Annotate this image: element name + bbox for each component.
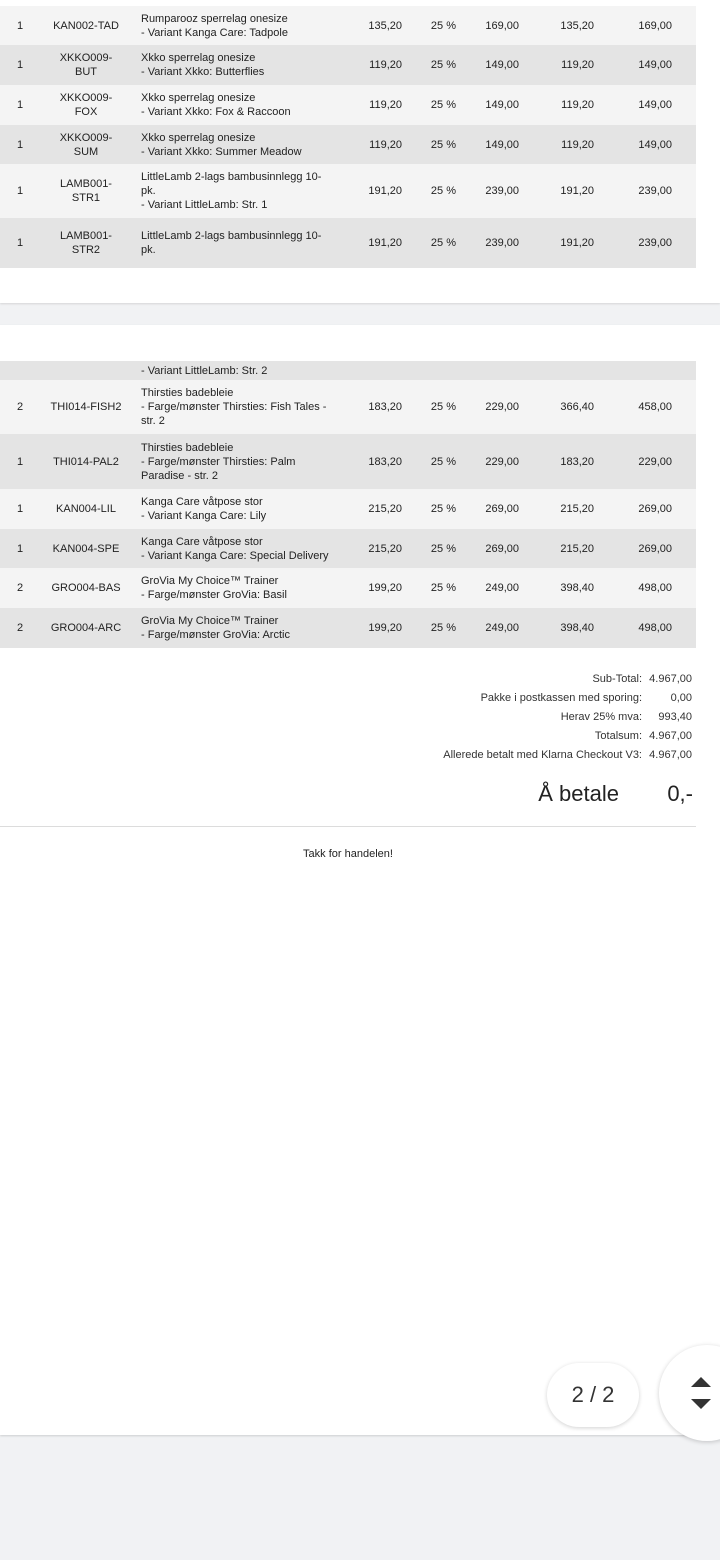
item-vat: 25 % (430, 503, 456, 515)
item-quantity: 2 (16, 401, 24, 413)
amount-due (0, 773, 696, 813)
item-unit-price-incl: 239,00 (485, 185, 519, 197)
page-indicator: 2 / 2 (547, 1363, 639, 1427)
item-description: GroVia My Choice™ Trainer - Farge/mønster GroVia: Basil (141, 575, 287, 601)
item-unit-price-incl: 269,00 (485, 503, 519, 515)
item-description: Kanga Care våtpose stor - Variant Kanga Care: Lily (141, 496, 267, 522)
totals-value: 0,00 (670, 691, 692, 704)
item-unit-price-incl: 229,00 (485, 401, 519, 413)
item-vat: 25 % (430, 622, 456, 634)
table-row (0, 529, 696, 568)
table-row (0, 489, 696, 529)
item-total-incl: 229,00 (638, 455, 672, 468)
item-vat: 25 % (430, 19, 456, 32)
totals-block (443, 669, 692, 764)
item-unit-price-incl: 249,00 (485, 622, 519, 634)
item-total: 215,20 (560, 503, 594, 515)
item-unit-price: 135,20 (368, 19, 402, 32)
item-quantity: 1 (16, 99, 24, 111)
table-row (0, 6, 696, 45)
item-sku: THI014-PAL2 (53, 455, 119, 468)
item-sku: GRO004-ARC (50, 622, 122, 634)
table-row-continuation (0, 361, 696, 380)
item-quantity: 1 (16, 59, 24, 71)
totals-label: Allerede betalt med Klarna Checkout V3: (443, 748, 642, 761)
amount-due-label: Å betale (538, 781, 619, 806)
item-sku: LAMB001- STR1 (60, 178, 112, 204)
item-vat: 25 % (430, 185, 456, 197)
thanks-message: Takk for handelen! (303, 848, 393, 860)
item-total: 191,20 (560, 237, 594, 249)
item-sku: LAMB001- STR2 (60, 230, 112, 256)
table-row (0, 85, 696, 125)
item-sku: KAN002-TAD (53, 19, 119, 32)
item-total: 119,20 (561, 59, 594, 71)
item-total-incl: 149,00 (638, 99, 672, 111)
item-total-incl: 239,00 (638, 185, 672, 197)
totals-value: 993,40 (658, 710, 692, 723)
item-total: 183,20 (560, 455, 594, 468)
table-row (0, 164, 696, 218)
item-quantity: 2 (16, 622, 24, 634)
totals-label: Sub-Total: (592, 672, 642, 685)
item-quantity: 2 (16, 582, 24, 594)
item-description: Xkko sperrelag onesize - Variant Xkko: Fox & Raccoon (141, 92, 291, 118)
item-unit-price: 183,20 (368, 401, 402, 413)
table-row (0, 380, 696, 434)
item-unit-price: 191,20 (368, 237, 402, 249)
item-total: 366,40 (560, 401, 594, 413)
item-quantity: 1 (16, 237, 24, 249)
item-total: 119,20 (561, 99, 594, 111)
item-total-incl: 149,00 (638, 138, 672, 151)
item-description: - Variant LittleLamb: Str. 2 (141, 364, 268, 377)
item-vat: 25 % (430, 542, 456, 555)
item-unit-price: 183,20 (368, 455, 402, 468)
document-page-2 (0, 325, 720, 1435)
item-unit-price: 215,20 (368, 542, 402, 555)
item-unit-price-incl: 239,00 (485, 237, 519, 249)
item-vat: 25 % (430, 401, 456, 413)
item-total-incl: 498,00 (638, 622, 672, 634)
item-unit-price-incl: 249,00 (485, 582, 519, 594)
totals-value: 4.967,00 (649, 748, 692, 761)
item-description: Kanga Care våtpose stor - Variant Kanga Care: Special Delivery (141, 535, 329, 562)
item-quantity: 1 (16, 185, 24, 197)
item-vat: 25 % (430, 138, 456, 151)
item-total-incl: 269,00 (638, 542, 672, 555)
item-unit-price-incl: 149,00 (485, 59, 519, 71)
item-sku: KAN004-SPE (52, 542, 120, 555)
item-unit-price: 119,20 (369, 99, 402, 111)
item-unit-price: 199,20 (368, 622, 402, 634)
item-quantity: 1 (16, 138, 24, 151)
item-unit-price: 119,20 (369, 59, 402, 71)
item-vat: 25 % (430, 237, 456, 249)
item-sku: XKKO009-BUT (59, 52, 113, 78)
totals-value: 4.967,00 (649, 672, 692, 685)
item-unit-price: 215,20 (368, 503, 402, 515)
item-unit-price: 199,20 (368, 582, 402, 594)
divider (0, 826, 696, 827)
item-unit-price-incl: 169,00 (485, 19, 519, 32)
table-row (0, 568, 696, 608)
item-total: 215,20 (560, 542, 594, 555)
item-total-incl: 239,00 (638, 237, 672, 249)
table-row (0, 45, 696, 85)
item-total-incl: 458,00 (638, 401, 672, 413)
totals-label: Herav 25% mva: (560, 710, 642, 723)
item-description: Xkko sperrelag onesize - Variant Xkko: Summer Meadow (141, 131, 302, 158)
item-unit-price-incl: 269,00 (485, 542, 519, 555)
item-vat: 25 % (430, 59, 456, 71)
item-sku: XKKO009-FOX (59, 92, 113, 118)
item-total-incl: 269,00 (638, 503, 672, 515)
item-sku: THI014-FISH2 (50, 401, 122, 413)
item-total: 398,40 (560, 582, 594, 594)
arrow-up-icon (691, 1377, 711, 1387)
item-description: Thirsties badebleie - Farge/mønster Thirsties: Fish Tales - str. 2 (141, 387, 327, 427)
table-row (0, 434, 696, 489)
table-row (0, 608, 696, 648)
table-row (0, 218, 696, 268)
totals-line (443, 669, 692, 688)
item-total: 191,20 (560, 185, 594, 197)
item-unit-price-incl: 149,00 (485, 138, 519, 151)
item-description: LittleLamb 2-lags bambusinnlegg 10- pk. (141, 230, 322, 256)
item-description: Xkko sperrelag onesize - Variant Xkko: Butterflies (141, 52, 265, 78)
totals-line (443, 745, 692, 764)
item-quantity: 1 (16, 19, 24, 32)
item-unit-price-incl: 229,00 (485, 455, 519, 468)
item-sku: KAN004-LIL (56, 503, 116, 515)
item-sku: XKKO009- SUM (59, 131, 113, 158)
item-total: 398,40 (560, 622, 594, 634)
totals-line (443, 726, 692, 745)
item-unit-price: 119,20 (369, 138, 402, 151)
item-total-incl: 498,00 (638, 582, 672, 594)
item-quantity: 1 (16, 542, 24, 555)
item-vat: 25 % (430, 99, 456, 111)
arrow-down-icon (691, 1399, 711, 1409)
item-total-incl: 149,00 (638, 59, 672, 71)
totals-label: Totalsum: (594, 729, 642, 742)
amount-due-value: 0,- (667, 781, 693, 806)
item-quantity: 1 (16, 503, 24, 515)
totals-line (443, 688, 692, 707)
item-total: 135,20 (560, 19, 594, 32)
table-row (0, 125, 696, 164)
item-vat: 25 % (430, 455, 456, 468)
document-page-1 (0, 0, 720, 303)
item-unit-price-incl: 149,00 (485, 99, 519, 111)
item-vat: 25 % (430, 582, 456, 594)
item-total-incl: 169,00 (638, 19, 672, 32)
item-unit-price: 191,20 (368, 185, 402, 197)
item-description: Thirsties badebleie - Farge/mønster Thirsties: Palm Paradise - str. 2 (141, 441, 296, 482)
totals-label: Pakke i postkassen med sporing: (480, 691, 642, 704)
item-quantity: 1 (16, 455, 24, 468)
item-description: GroVia My Choice™ Trainer - Farge/mønster GroVia: Arctic (141, 615, 290, 641)
item-sku: GRO004-BAS (51, 582, 121, 594)
item-description: Rumparooz sperrelag onesize - Variant Kanga Care: Tadpole (141, 12, 288, 39)
totals-value: 4.967,00 (649, 729, 692, 742)
item-total: 119,20 (561, 138, 594, 151)
item-description: LittleLamb 2-lags bambusinnlegg 10- pk. - Variant LittleLamb: Str. 1 (141, 171, 322, 211)
totals-line (443, 707, 692, 726)
